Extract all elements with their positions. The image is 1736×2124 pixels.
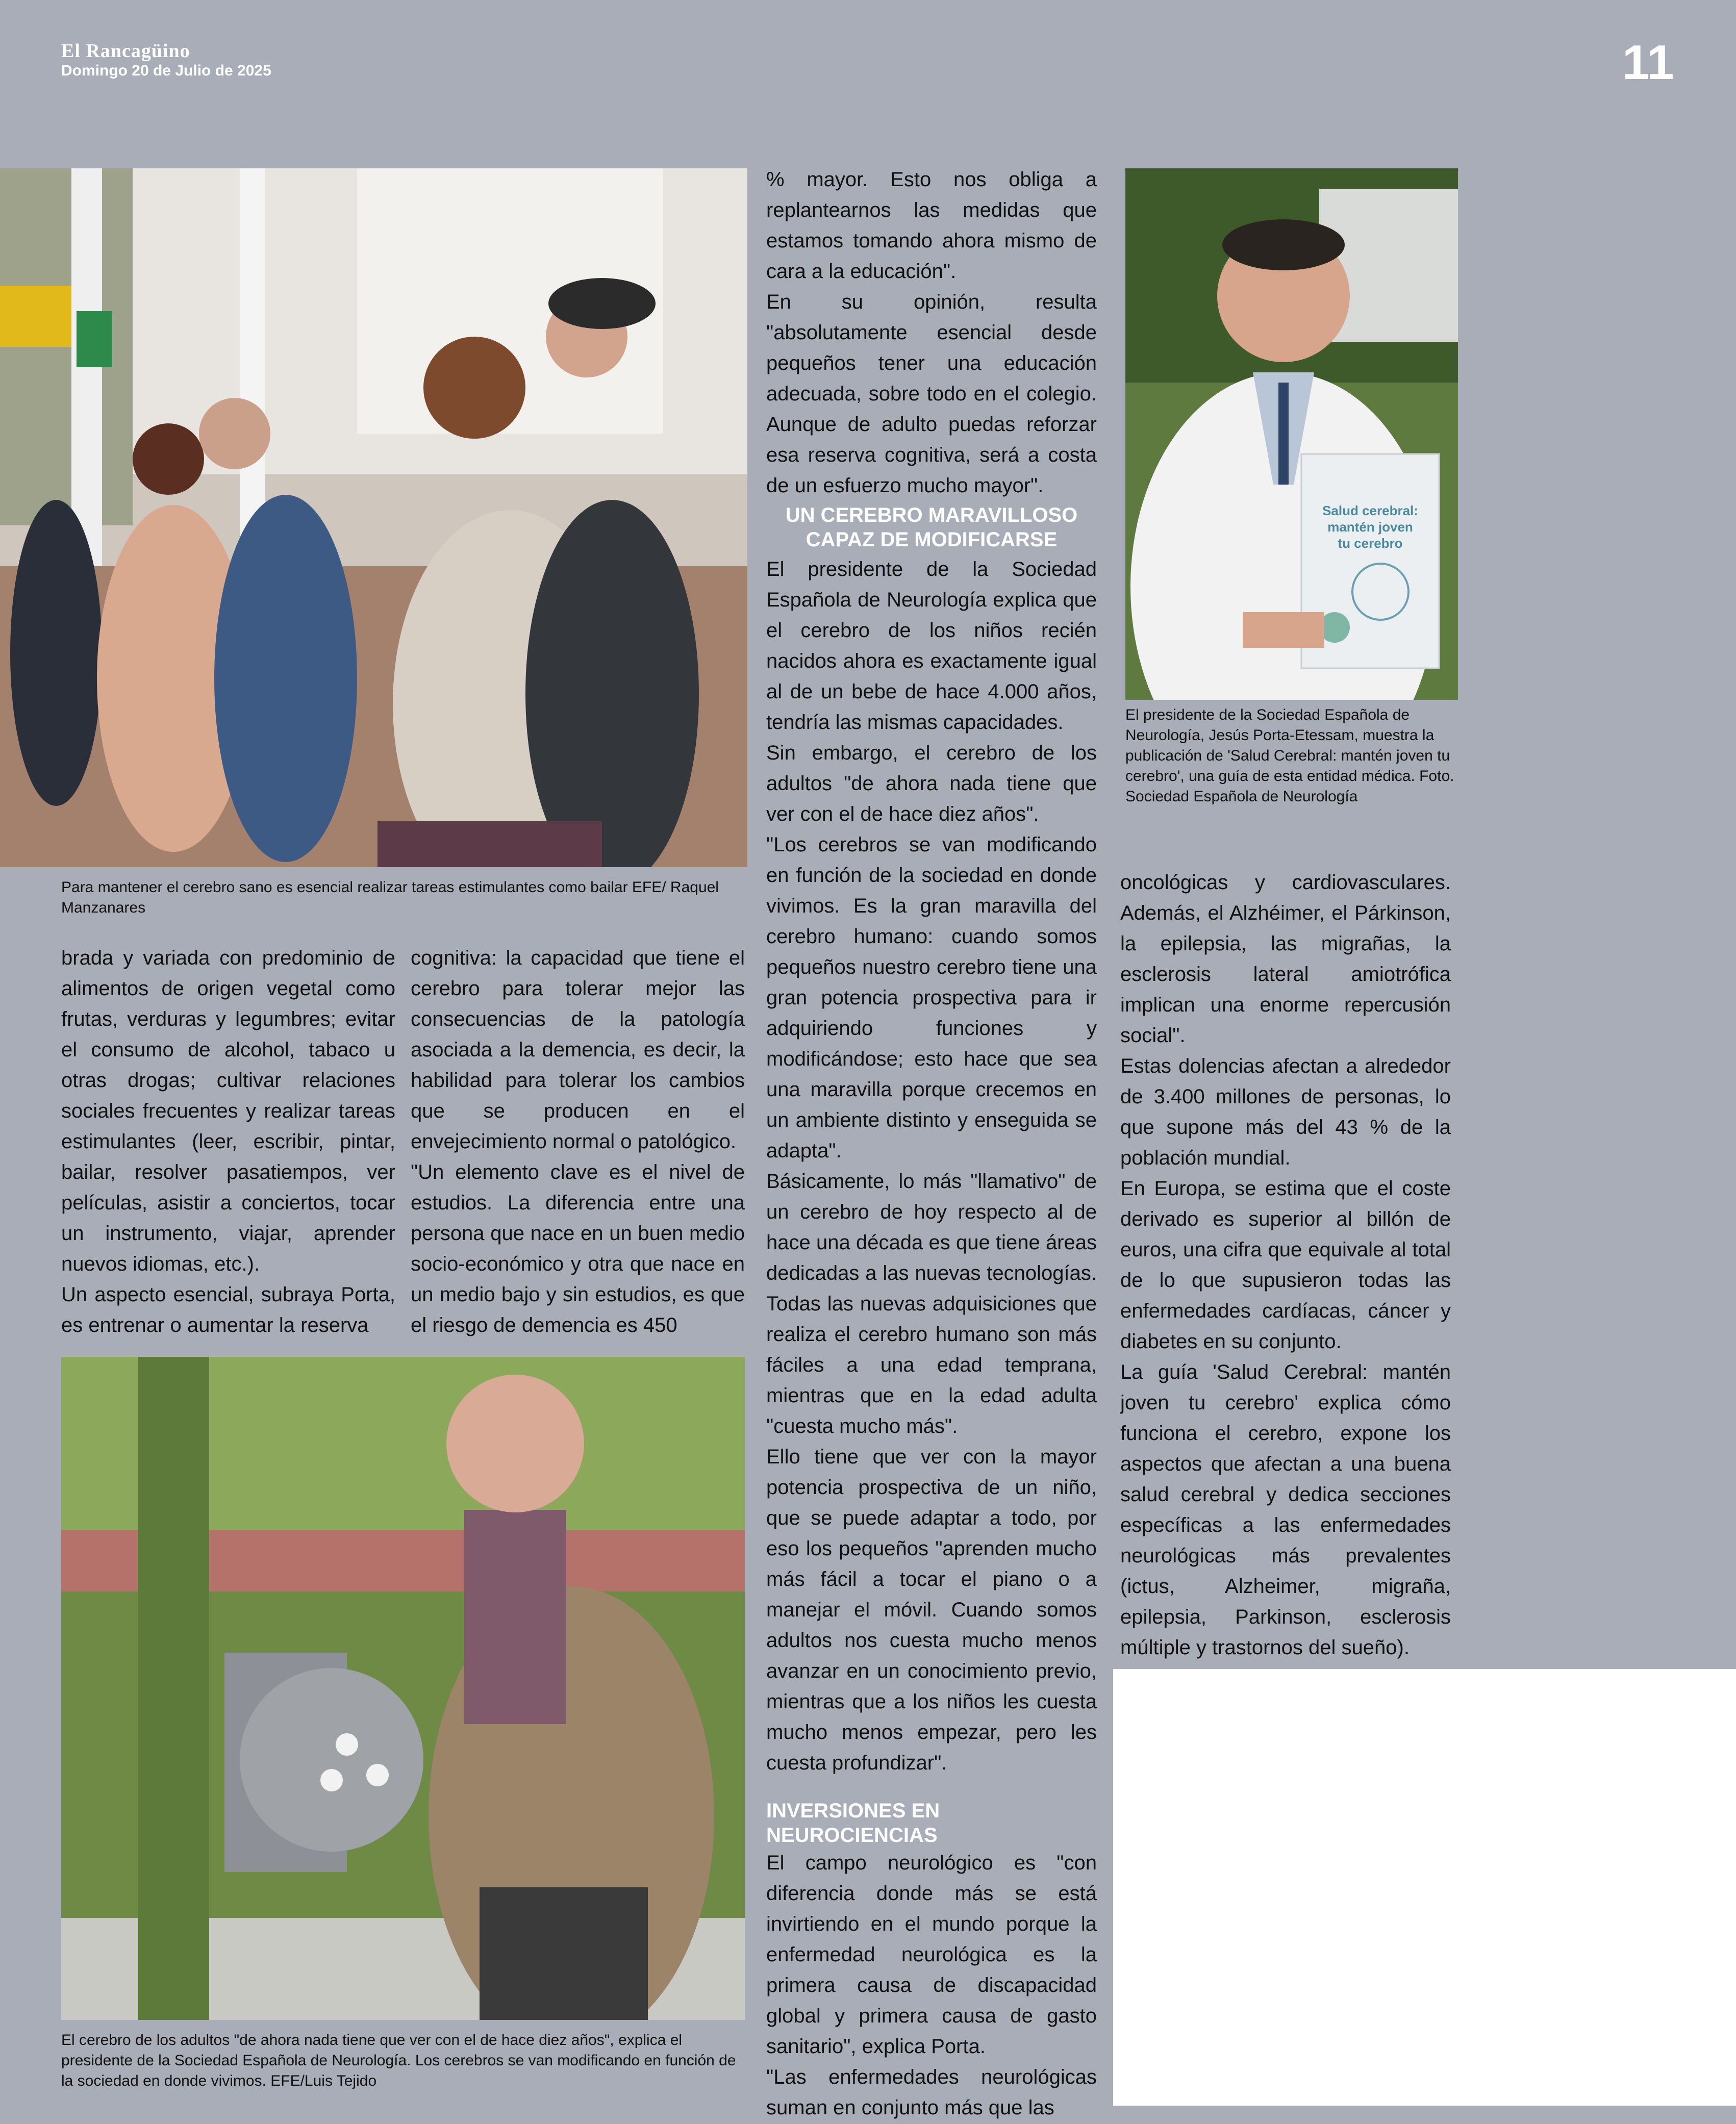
dancing-photo-caption: Para mantener el cerebro sano es esencial realizar tareas estimulantes como bailar EFE/ Raquel Manzanares xyxy=(61,879,719,916)
newspaper-name: El Rancagüino xyxy=(61,40,190,62)
paragraph: Estas dolencias afectan a alrededor de 3.400 millones de personas, lo que supone más del 43 % de la población mundial. xyxy=(1120,1055,1451,1169)
paragraph: El campo neurológico es "con diferencia donde más se está invirtiendo en el mundo porque la enfermedad neurológica es la primera causa de discapacidad global y primera causa de gasto sanitario", explica Porta. xyxy=(766,1852,1097,2058)
section-subheading: INVERSIONES EN NEUROCIENCIAS xyxy=(766,1800,940,1847)
doctor-with-guide-photo xyxy=(1125,168,1458,700)
page-number: 11 xyxy=(1622,35,1674,90)
paragraph: La guía 'Salud Cerebral: mantén joven tu cerebro' explica cómo funciona el cerebro, expone los aspectos que afectan a una buena salud cerebral y dedica secciones específicas a las enfermedades neurológicas más prevalentes (ictus, Alzheimer, migraña, epilepsia, Parkinson, esclerosis múltiple y trastornos del sueño). xyxy=(1120,1361,1451,1659)
elderly-man-exercise-photo xyxy=(61,1357,745,2020)
paragraph: "Un elemento clave es el nivel de estudios. La diferencia entre una persona que nace en un buen medio socio-económico y otra que nace en un medio bajo y sin estudios, es que el riesgo de demencia es 450 xyxy=(411,1161,745,1336)
book-title-text: Salud cerebral: xyxy=(1322,503,1418,518)
svg-text:mantén joven: mantén joven xyxy=(1327,519,1413,535)
section-subheading: UN CEREBRO MARAVILLOSO CAPAZ DE MODIFICARSE xyxy=(785,504,1078,551)
paragraph: Ello tiene que ver con la mayor potencia prospectiva de un niño, que se puede adaptar a todo, por eso los pequeños "aprenden mucho más fácil a tocar el piano o a manejar el móvil. Cuando somos adultos nos cuesta mucho menos avanzar en un conocimiento previo, mientras que a los niños les cuesta mucho menos empezar, pero les cuesta profundizar". xyxy=(766,1446,1097,1774)
article-column-2 xyxy=(411,943,745,1341)
blank-ad-space xyxy=(1113,1669,1736,2106)
paragraph: Básicamente, lo más "llamativo" de un cerebro de hoy respecto al de hace una década es que tiene áreas dedicadas a las nuevas tecnologías. Todas las nuevas adquisiciones que realiza el cerebro humano son más fáciles a una edad temprana, mientras que en la edad adulta "cuesta mucho más". xyxy=(766,1170,1097,1437)
svg-text:tu cerebro: tu cerebro xyxy=(1338,536,1403,551)
paragraph: "Los cerebros se van modificando en función de la sociedad en donde vivimos. Es la gran maravilla del cerebro humano: cuando somos pequeños nuestro cerebro tiene una gran potencia prospectiva para ir adquiriendo funciones y modificándose; esto hace que sea una maravilla porque crecemos en un ambiente distinto y enseguida se adapta". xyxy=(766,833,1097,1162)
paragraph: oncológicas y cardiovasculares. Además, el Alzhéimer, el Párkinson, la epilepsia, las migrañas, la esclerosis lateral amiotrófica implican una enorme repercusión social". xyxy=(1120,871,1451,1047)
paragraph: % mayor. Esto nos obliga a replantearnos las medidas que estamos tomando ahora mismo de cara a la educación". xyxy=(766,168,1097,283)
paragraph: "Las enfermedades neurológicas suman en conjunto más que las xyxy=(766,2066,1097,2119)
paragraph: Un aspecto esencial, subraya Porta, es entrenar o aumentar la reserva xyxy=(61,1283,395,1336)
doctor-photo-caption: El presidente de la Sociedad Española de Neurología, Jesús Porta-Etessam, muestra la publicación de 'Salud Cerebral: mantén joven tu cerebro', una guía de esta entidad médica. Foto. Sociedad Española de Neurología xyxy=(1125,706,1454,805)
paragraph: En su opinión, resulta "absolutamente esencial desde pequeños tener una educación adecuada, sobre todo en el colegio. Aunque de adulto puedas reforzar esa reserva cognitiva, será a costa de un esfuerzo mucho mayor". xyxy=(766,291,1097,497)
issue-date: Domingo 20 de Julio de 2025 xyxy=(61,62,271,79)
paragraph: El presidente de la Sociedad Española de Neurología explica que el cerebro de los niños recién nacidos ahora es exactamente igual al de un bebe de hace 4.000 años, tendría las mismas capacidades. xyxy=(766,558,1097,734)
article-column-4 xyxy=(1120,867,1451,1663)
paragraph: Sin embargo, el cerebro de los adultos "de ahora nada tiene que ver con el de hace diez años". xyxy=(766,742,1097,825)
paragraph: brada y variada con predominio de alimentos de origen vegetal como frutas, verduras y legumbres; evitar el consumo de alcohol, tabaco u otras drogas; cultivar relaciones sociales frecuentes y realizar tareas estimulantes (leer, escribir, pintar, bailar, resolver pasatiempos, ver películas, asistir a conciertos, tocar un instrumento, viajar, aprender nuevos idiomas, etc.). xyxy=(61,947,395,1275)
article-column-1 xyxy=(61,943,395,1341)
elderly-photo-caption: El cerebro de los adultos "de ahora nada tiene que ver con el de hace diez años", explica el presidente de la Sociedad Española de Neurología. Los cerebros se van modificando en función de la sociedad en donde vivimos. EFE/Luis Tejido xyxy=(61,2032,736,2089)
paragraph: cognitiva: la capacidad que tiene el cerebro para tolerar mejor las consecuencias de la patología asociada a la demencia, es decir, la habilidad para tolerar los cambios que se producen en el envejecimiento normal o patológico. xyxy=(411,947,745,1153)
paragraph: En Europa, se estima que el coste derivado es superior al billón de euros, una cifra que equivale al total de lo que supusieron todas las enfermedades cardíacas, cáncer y diabetes en su conjunto. xyxy=(1120,1177,1451,1353)
article-column-3 xyxy=(766,164,1097,2123)
dancing-couples-photo xyxy=(0,168,747,867)
